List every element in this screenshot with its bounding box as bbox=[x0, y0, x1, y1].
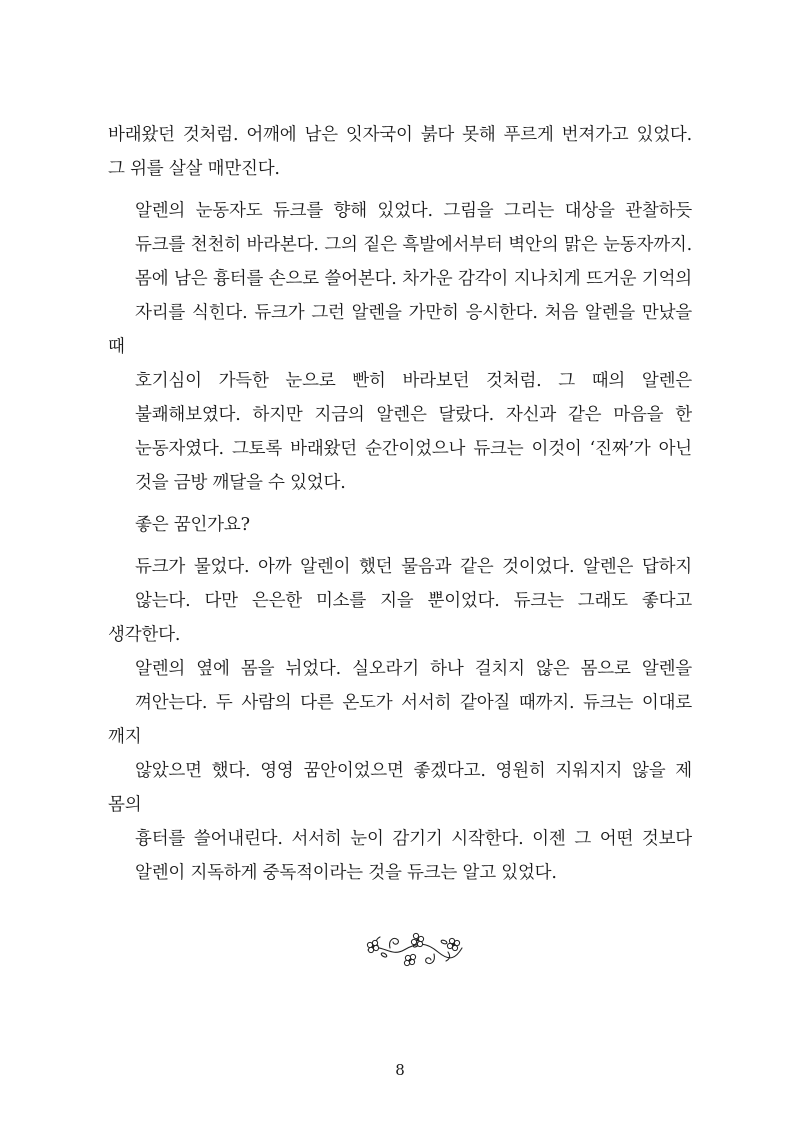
paragraph-3 bbox=[108, 508, 692, 542]
paragraph-2 bbox=[108, 194, 692, 500]
text-line: 눈동자였다. 그토록 바래왔던 순간이었으나 듀크는 이것이 ‘진짜’가 아닌 bbox=[135, 439, 692, 459]
paragraph-4 bbox=[108, 550, 692, 890]
text-line: 알렌이 지독하게 중독적이라는 것을 듀크는 알고 있었다. bbox=[135, 863, 557, 883]
text-line: 것을 금방 깨달을 수 있었다. bbox=[135, 473, 346, 493]
text-line: 호기심이 가득한 눈으로 빤히 바라보던 것처럼. 그 때의 알렌은 bbox=[135, 371, 692, 391]
text-line: 않았으면 했다. 영영 꿈안이었으면 좋겠다고. 영원히 지워지지 않을 제 몸의 bbox=[108, 761, 692, 815]
page-number: 8 bbox=[395, 1061, 405, 1079]
page-body bbox=[108, 118, 692, 898]
text-line: 자리를 식힌다. 듀크가 그런 알렌을 가만히 응시한다. 처음 알렌을 만났을 때 bbox=[108, 303, 692, 357]
floral-ornament-icon bbox=[360, 928, 466, 970]
text-line: 좋은 꿈인가요? bbox=[135, 515, 250, 535]
text-line: 않는다. 다만 은은한 미소를 지을 뿐이었다. 듀크는 그래도 좋다고 생각한다. bbox=[108, 591, 692, 645]
text-line: 껴안는다. 두 사람의 다른 온도가 서서히 같아질 때까지. 듀크는 이대로 깨지 bbox=[108, 693, 692, 747]
text-line: 불쾌해보였다. 하지만 지금의 알렌은 달랐다. 자신과 같은 마음을 한 bbox=[135, 405, 692, 425]
text-line: 바래왔던 것처럼. 어깨에 남은 잇자국이 붉다 못해 푸르게 번져가고 있었다. bbox=[108, 125, 692, 145]
text-line: 알렌의 눈동자도 듀크를 향해 있었다. 그림을 그리는 대상을 관찰하듯 bbox=[135, 201, 692, 221]
text-line: 듀크를 천천히 바라본다. 그의 짙은 흑발에서부터 벽안의 맑은 눈동자까지. bbox=[135, 235, 692, 255]
text-line: 몸에 남은 흉터를 손으로 쓸어본다. 차가운 감각이 지나치게 뜨거운 기억의 bbox=[135, 269, 692, 289]
text-line: 그 위를 살살 매만진다. bbox=[108, 159, 280, 179]
text-line: 듀크가 물었다. 아까 알렌이 했던 물음과 같은 것이었다. 알렌은 답하지 bbox=[135, 557, 692, 577]
text-line: 알렌의 옆에 몸을 뉘었다. 실오라기 하나 걸치지 않은 몸으로 알렌을 bbox=[135, 659, 692, 679]
paragraph-1 bbox=[108, 118, 692, 186]
text-line: 흉터를 쓸어내린다. 서서히 눈이 감기기 시작한다. 이젠 그 어떤 것보다 bbox=[135, 829, 692, 849]
